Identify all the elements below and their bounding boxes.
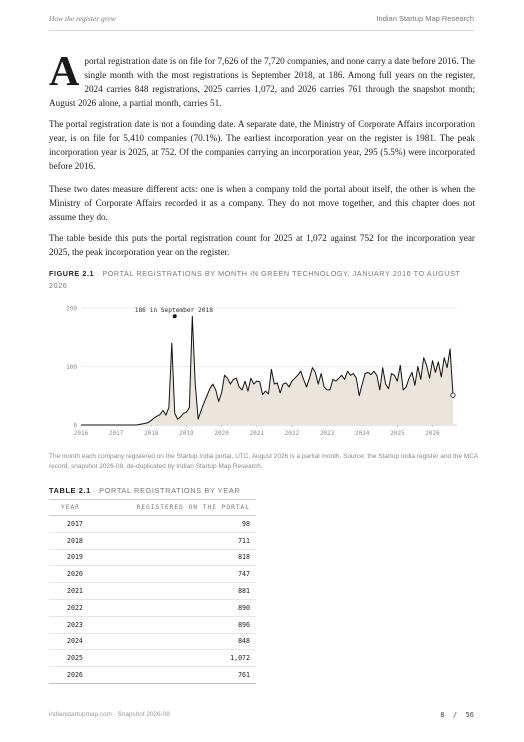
year-cell: 2023 [49,616,99,633]
footer-site: indianstartupmap.com · Snapshot 2026-08 [49,711,170,718]
registrations-chart [49,300,475,445]
x-tick-label: 2022 [284,430,300,437]
figure-caption [49,268,469,292]
table-row [49,667,256,684]
table-row [49,566,256,583]
x-tick-label: 2025 [390,430,405,437]
year-cell: 2024 [49,633,99,650]
table-row [49,516,256,533]
registrations-table [49,499,256,684]
x-tick-label: 2017 [108,430,124,437]
count-cell: 890 [99,599,256,616]
x-tick-label: 2026 [425,430,440,437]
table-header-row [49,500,256,516]
paragraph-4: The table beside this puts the portal registration count for 2025 at 1,072 against 752 for the incorporation year 2025, the peak incorporation year on the register. [49,233,475,257]
year-cell: 2017 [49,516,99,533]
peak-annotation: 186 in September 2018 [134,307,213,315]
y-tick-label: 100 [66,364,77,371]
column-header-year: YEAR [49,500,99,516]
year-cell: 2018 [49,532,99,549]
x-tick-label: 2024 [354,430,370,437]
x-tick-label: 2023 [319,430,335,437]
year-cell: 2021 [49,583,99,600]
paragraph-1-text: portal registration date is on file for 7,626 of the 7,720 companies, and none carry a date before 2016. The single month with the most registrations is September 2018, at 186. Among full years on the register, 2024 carries 848 registrations, 2025 carries 1,072, and 2026 carries 761 through the snapshot month; August 2026 alone, a partial month, carries 51. [49,56,475,108]
table-row [49,599,256,616]
year-cell: 2022 [49,599,99,616]
count-cell: 761 [99,667,256,684]
table-label: TABLE 2.1 [49,486,91,495]
total-pages: 56 [465,711,474,719]
year-cell: 2026 [49,667,99,684]
x-tick-label: 2019 [179,430,194,437]
publication-name: Indian Startup Map Research [376,14,474,23]
x-tick-label: 2018 [144,430,159,437]
table-row [49,532,256,549]
series-area [81,316,453,425]
table-row [49,549,256,566]
table-row [49,650,256,667]
count-cell: 896 [99,616,256,633]
year-cell: 2019 [49,549,99,566]
drop-cap: A [49,49,80,95]
count-cell: 1,072 [99,650,256,667]
table-title: · PORTAL REGISTRATIONS BY YEAR [90,486,241,495]
table-row [49,583,256,600]
count-cell: 711 [99,532,256,549]
x-tick-label: 2021 [249,430,264,437]
count-cell: 747 [99,566,256,583]
table-row [49,616,256,633]
year-cell: 2025 [49,650,99,667]
column-header-registered: REGISTERED ON THE PORTAL [99,500,256,516]
peak-marker [173,314,177,318]
page-separator: / [452,711,458,719]
table-caption [49,486,240,495]
chapter-title: How the register grew [49,14,116,23]
current-page: 8 [440,711,445,719]
y-tick-label: 0 [73,422,77,430]
page-footer [49,711,474,719]
chart-svg [49,300,475,445]
end-marker [451,393,455,397]
count-cell: 848 [99,633,256,650]
running-header [49,14,474,31]
year-cell: 2020 [49,566,99,583]
table-row [49,633,256,650]
x-tick-label: 2016 [73,430,89,437]
paragraph-2: The portal registration date is not a founding date. A separate date, the Ministry of Corporate Affairs incorporation year, is on file for 5,410 companies (70.1%). The earliest incorporation year on the register is 1981. The peak incorporation year is 2025, at 752. Of the companies carrying an incorporation year, 295 (5.5%) were incorporated before 2016. [49,119,475,171]
count-cell: 98 [99,516,256,533]
count-cell: 881 [99,583,256,600]
paragraph-1 [49,49,475,110]
figure-title: · PORTAL REGISTRATIONS BY MONTH IN GREEN TECHNOLOGY, JANUARY 2016 TO AUGUST 2026 [49,269,461,290]
page-number [440,711,474,719]
paragraph-3: These two dates measure different acts: one is when a company told the portal about itself, the other is when the Ministry of Corporate Affairs recorded it as a company. They do not move together, and this chapter does not assume they do. [49,184,475,222]
x-tick-label: 2020 [214,430,229,437]
figure-label: FIGURE 2.1 [49,269,95,278]
y-tick-label: 200 [66,305,77,313]
count-cell: 818 [99,549,256,566]
figure-source-note: The month each company registered on the Startup India portal, UTC. August 2026 is a partial month. Source: the Startup India register and the MCA record, snapshot 2026-08, de-duplicated by Indian Startup Map Research. [49,453,478,470]
